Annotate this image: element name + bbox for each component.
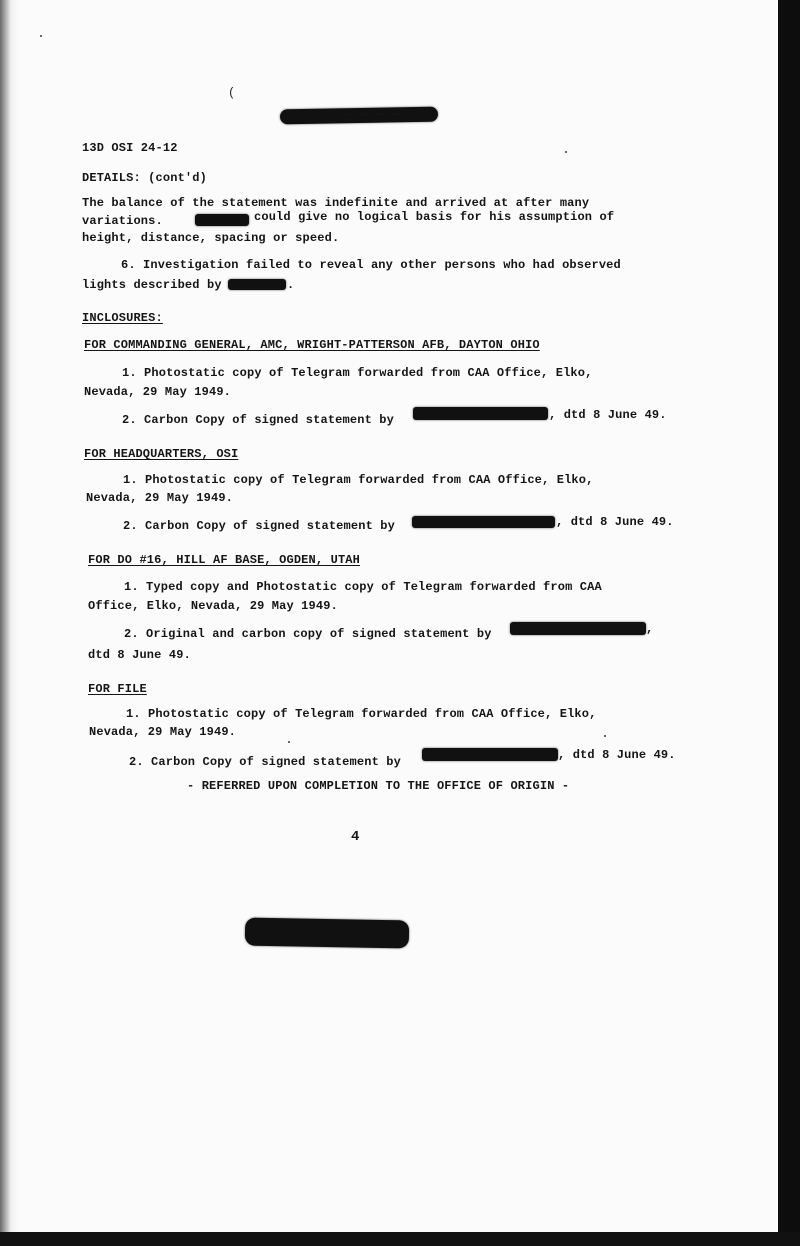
- section-1-item-2-prefix: 2. Carbon Copy of signed statement by: [122, 413, 394, 427]
- section-2-item-1-line-1: 1. Photostatic copy of Telegram forwarded from CAA Office, Elko,: [123, 473, 594, 487]
- paragraph-line-2-start: variations.: [82, 214, 163, 228]
- item-6-line-2-prefix: lights described by: [82, 278, 222, 292]
- section-3-item-2-suffix: ,: [646, 622, 654, 636]
- paragraph-line-2-end: could give no logical basis for his assumption of: [254, 210, 615, 224]
- classification-stamp-ghost: _ _ _ _: [348, 102, 401, 117]
- section-3-item-1-line-1: 1. Typed copy and Photostatic copy of Telegram forwarded from CAA: [124, 580, 602, 594]
- section-3-heading: FOR DO #16, HILL AF BASE, OGDEN, UTAH: [88, 553, 360, 567]
- item-6-line-2-suffix: .: [287, 278, 295, 292]
- details-heading: DETAILS: (cont'd): [82, 171, 207, 185]
- section-2-item-2-prefix: 2. Carbon Copy of signed statement by: [123, 519, 395, 533]
- section-4-item-2-suffix: , dtd 8 June 49.: [558, 748, 676, 762]
- section-1-item-2-suffix: , dtd 8 June 49.: [549, 408, 667, 422]
- signer-redaction-3: [510, 622, 646, 635]
- section-3-item-2-line-2: dtd 8 June 49.: [88, 648, 191, 662]
- section-2-heading: FOR HEADQUARTERS, OSI: [84, 447, 239, 461]
- signer-redaction-4: [422, 748, 558, 761]
- scanned-right-edge: [778, 0, 800, 1246]
- paper-speck: [565, 151, 567, 153]
- closing-line: - REFERRED UPON COMPLETION TO THE OFFICE OF ORIGIN -: [187, 779, 570, 793]
- file-number: 13D OSI 24-12: [82, 141, 178, 155]
- section-3-item-2-prefix: 2. Original and carbon copy of signed statement by: [124, 627, 492, 641]
- paper-speck: [288, 741, 290, 743]
- inclosures-heading: INCLOSURES:: [82, 311, 163, 325]
- name-redaction-2: [228, 279, 286, 290]
- section-4-heading: FOR FILE: [88, 682, 147, 696]
- signer-redaction-2: [412, 516, 555, 528]
- item-6-line-1: 6. Investigation failed to reveal any other persons who had observed: [121, 258, 621, 272]
- name-redaction-1: [195, 214, 249, 226]
- paper-speck: [40, 35, 42, 37]
- section-4-item-1-line-1: 1. Photostatic copy of Telegram forwarded from CAA Office, Elko,: [126, 707, 597, 721]
- section-1-item-1-line-1: 1. Photostatic copy of Telegram forwarded from CAA Office, Elko,: [122, 366, 593, 380]
- section-4-item-1-line-2: Nevada, 29 May 1949.: [89, 725, 237, 739]
- paren-mark: (: [228, 86, 236, 100]
- section-4-item-2-prefix: 2. Carbon Copy of signed statement by: [129, 755, 401, 769]
- section-3-item-1-line-2: Office, Elko, Nevada, 29 May 1949.: [88, 599, 338, 613]
- section-1-heading: FOR COMMANDING GENERAL, AMC, WRIGHT-PATTERSON AFB, DAYTON OHIO: [84, 338, 540, 352]
- section-2-item-2-suffix: , dtd 8 June 49.: [556, 515, 674, 529]
- paragraph-line-3: height, distance, spacing or speed.: [82, 231, 340, 245]
- signer-redaction-1: [413, 407, 548, 420]
- section-2-item-1-line-2: Nevada, 29 May 1949.: [86, 491, 234, 505]
- scanned-left-edge: [0, 0, 18, 1246]
- paper-speck: [604, 735, 606, 737]
- paragraph-line-1: The balance of the statement was indefinite and arrived at after many: [82, 196, 590, 210]
- section-1-item-1-line-2: Nevada, 29 May 1949.: [84, 385, 232, 399]
- scanned-bottom-edge: [0, 1232, 800, 1246]
- page-number: 4: [351, 829, 360, 845]
- bottom-classification-redaction: [245, 918, 409, 949]
